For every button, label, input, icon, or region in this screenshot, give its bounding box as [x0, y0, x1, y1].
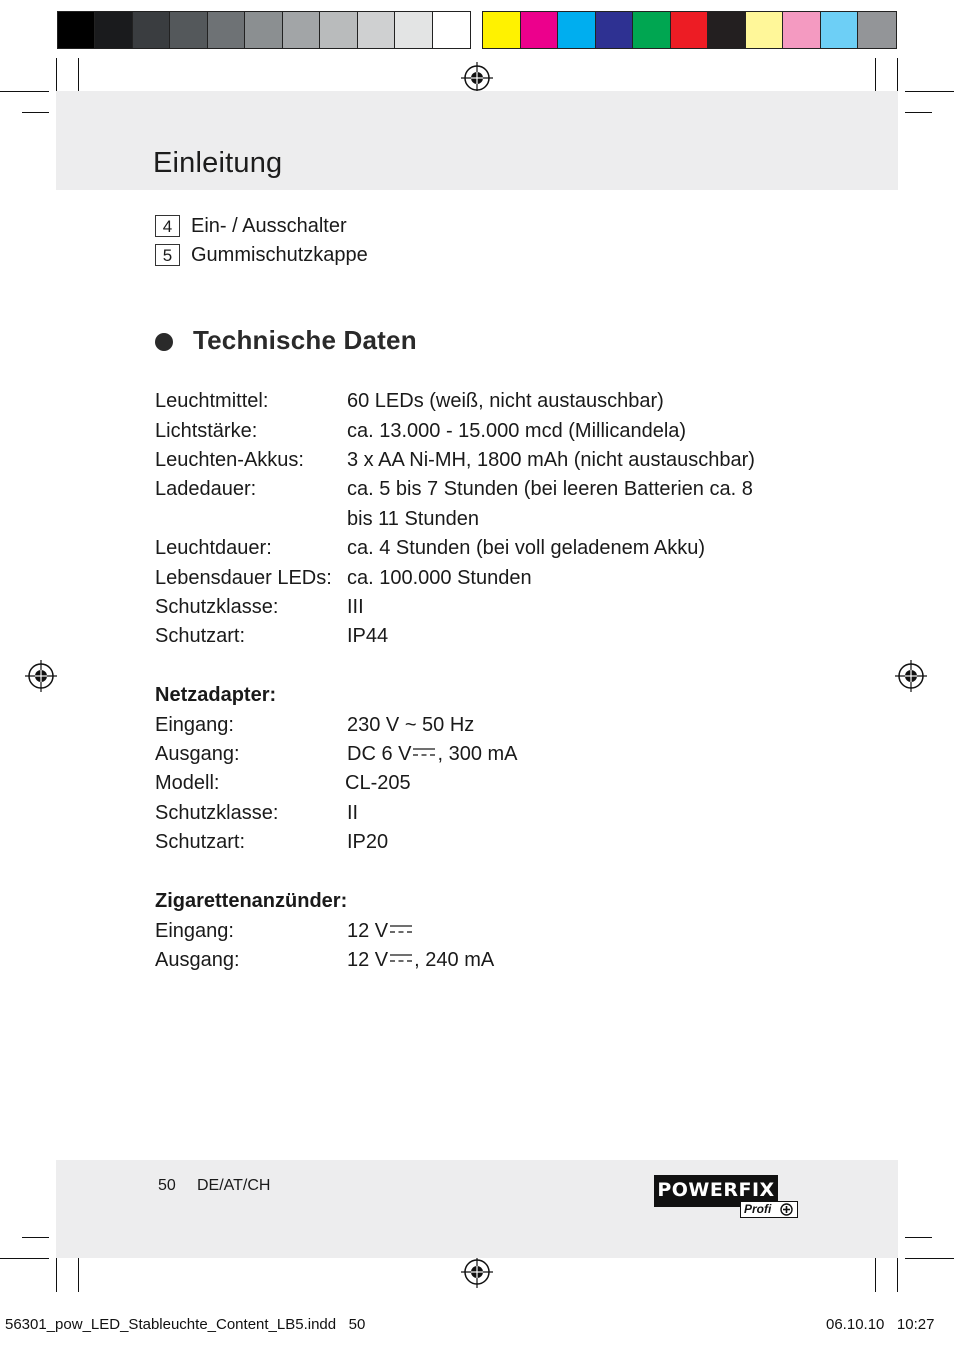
spec-value: 3 x AA Ni-MH, 1800 mAh (nicht austauschbar) [347, 449, 755, 471]
spec-value: ca. 5 bis 7 Stunden (bei leeren Batterien ca. 8 [347, 478, 753, 500]
dc-current-icon [389, 923, 413, 935]
spec-value-voltage: 12 V [347, 920, 389, 942]
calibration-swatch [821, 12, 859, 48]
adapter-heading: Netzadapter: [155, 684, 277, 706]
cigarette-heading: Zigarettenanzünder: [155, 890, 348, 912]
brand-logo-sub-text: Profi [744, 1202, 772, 1216]
calibration-swatch [208, 12, 245, 48]
calibration-swatch [596, 12, 634, 48]
calibration-swatch [395, 12, 432, 48]
page-title: Einleitung [153, 147, 283, 179]
calibration-swatch [170, 12, 207, 48]
spec-value: II [347, 802, 359, 824]
calibration-swatch [558, 12, 596, 48]
spec-value [347, 743, 518, 766]
plus-circle-icon [780, 1203, 793, 1216]
spec-value: 60 LEDs (weiß, nicht austauschbar) [347, 390, 664, 412]
spec-label: Leuchtdauer: [155, 537, 272, 559]
registration-mark-right-icon [895, 660, 927, 692]
part-number-box: 4 [155, 215, 180, 237]
spec-label: Schutzart: [155, 625, 246, 647]
calibration-swatch [783, 12, 821, 48]
spec-value: CL-205 [345, 772, 411, 794]
spec-value: 230 V ~ 50 Hz [347, 714, 475, 736]
calibration-swatch [245, 12, 282, 48]
spec-value-continued: bis 11 Stunden [347, 508, 479, 530]
spec-label: Lebensdauer LEDs: [155, 567, 332, 589]
spec-value [347, 920, 414, 943]
spec-value-current: , 240 mA [414, 949, 495, 971]
part-number-box: 5 [155, 244, 180, 266]
calibration-swatch [746, 12, 784, 48]
spec-label: Leuchtmittel: [155, 390, 269, 412]
grayscale-calibration-bar [57, 11, 471, 49]
dc-current-icon [389, 952, 413, 964]
spec-label: Lichtstärke: [155, 420, 258, 442]
registration-mark-top-icon [461, 62, 493, 94]
calibration-swatch [358, 12, 395, 48]
registration-mark-bottom-icon [461, 1256, 493, 1288]
spec-label: Leuchten-Akkus: [155, 449, 304, 471]
calibration-swatch [708, 12, 746, 48]
list-item [155, 214, 347, 238]
calibration-swatch [633, 12, 671, 48]
color-calibration-bar [482, 11, 897, 49]
list-item [155, 243, 368, 267]
spec-value: ca. 4 Stunden (bei voll geladenem Akku) [347, 537, 705, 559]
spec-label: Schutzart: [155, 831, 246, 853]
page-number: 50 [158, 1177, 176, 1194]
spec-value: IP44 [347, 625, 389, 647]
part-label: Gummischutzkappe [191, 243, 368, 266]
spec-label: Eingang: [155, 920, 234, 942]
spec-value-current: , 300 mA [437, 743, 518, 765]
spec-label: Ausgang: [155, 949, 240, 971]
calibration-swatch [95, 12, 132, 48]
spec-value-voltage: 12 V [347, 949, 389, 971]
calibration-swatch [858, 12, 896, 48]
calibration-swatch [58, 12, 95, 48]
calibration-swatch [671, 12, 709, 48]
section-title: Technische Daten [193, 325, 417, 355]
spec-label: Schutzklasse: [155, 596, 279, 618]
spec-value: ca. 13.000 - 15.000 mcd (Millicandela) [347, 420, 687, 442]
calibration-swatch [521, 12, 559, 48]
spec-value-voltage: DC 6 V [347, 743, 412, 765]
calibration-swatch [433, 12, 470, 48]
calibration-swatch [320, 12, 357, 48]
section-bullet-icon [155, 333, 173, 351]
registration-mark-left-icon [25, 660, 57, 692]
spec-value: III [347, 596, 364, 618]
spec-label: Ladedauer: [155, 478, 257, 500]
spec-label: Ausgang: [155, 743, 240, 765]
footer-region: DE/AT/CH [197, 1177, 271, 1194]
spec-value: IP20 [347, 831, 389, 853]
brand-logo-sub [740, 1201, 798, 1218]
calibration-swatch [283, 12, 320, 48]
spec-value [347, 949, 494, 972]
spec-value: ca. 100.000 Stunden [347, 567, 532, 589]
part-label: Ein- / Ausschalter [191, 214, 347, 237]
slug-datetime: 06.10.10 10:27 [826, 1316, 935, 1333]
dc-current-icon [412, 746, 436, 758]
spec-label: Eingang: [155, 714, 234, 736]
slug-filename: 56301_pow_LED_Stableuchte_Content_LB5.indd 50 [5, 1316, 366, 1333]
spec-label: Modell: [155, 772, 220, 794]
brand-logo-text: POWERFIX [657, 1179, 775, 1201]
calibration-swatch [483, 12, 521, 48]
calibration-swatch [133, 12, 170, 48]
spec-label: Schutzklasse: [155, 802, 279, 824]
